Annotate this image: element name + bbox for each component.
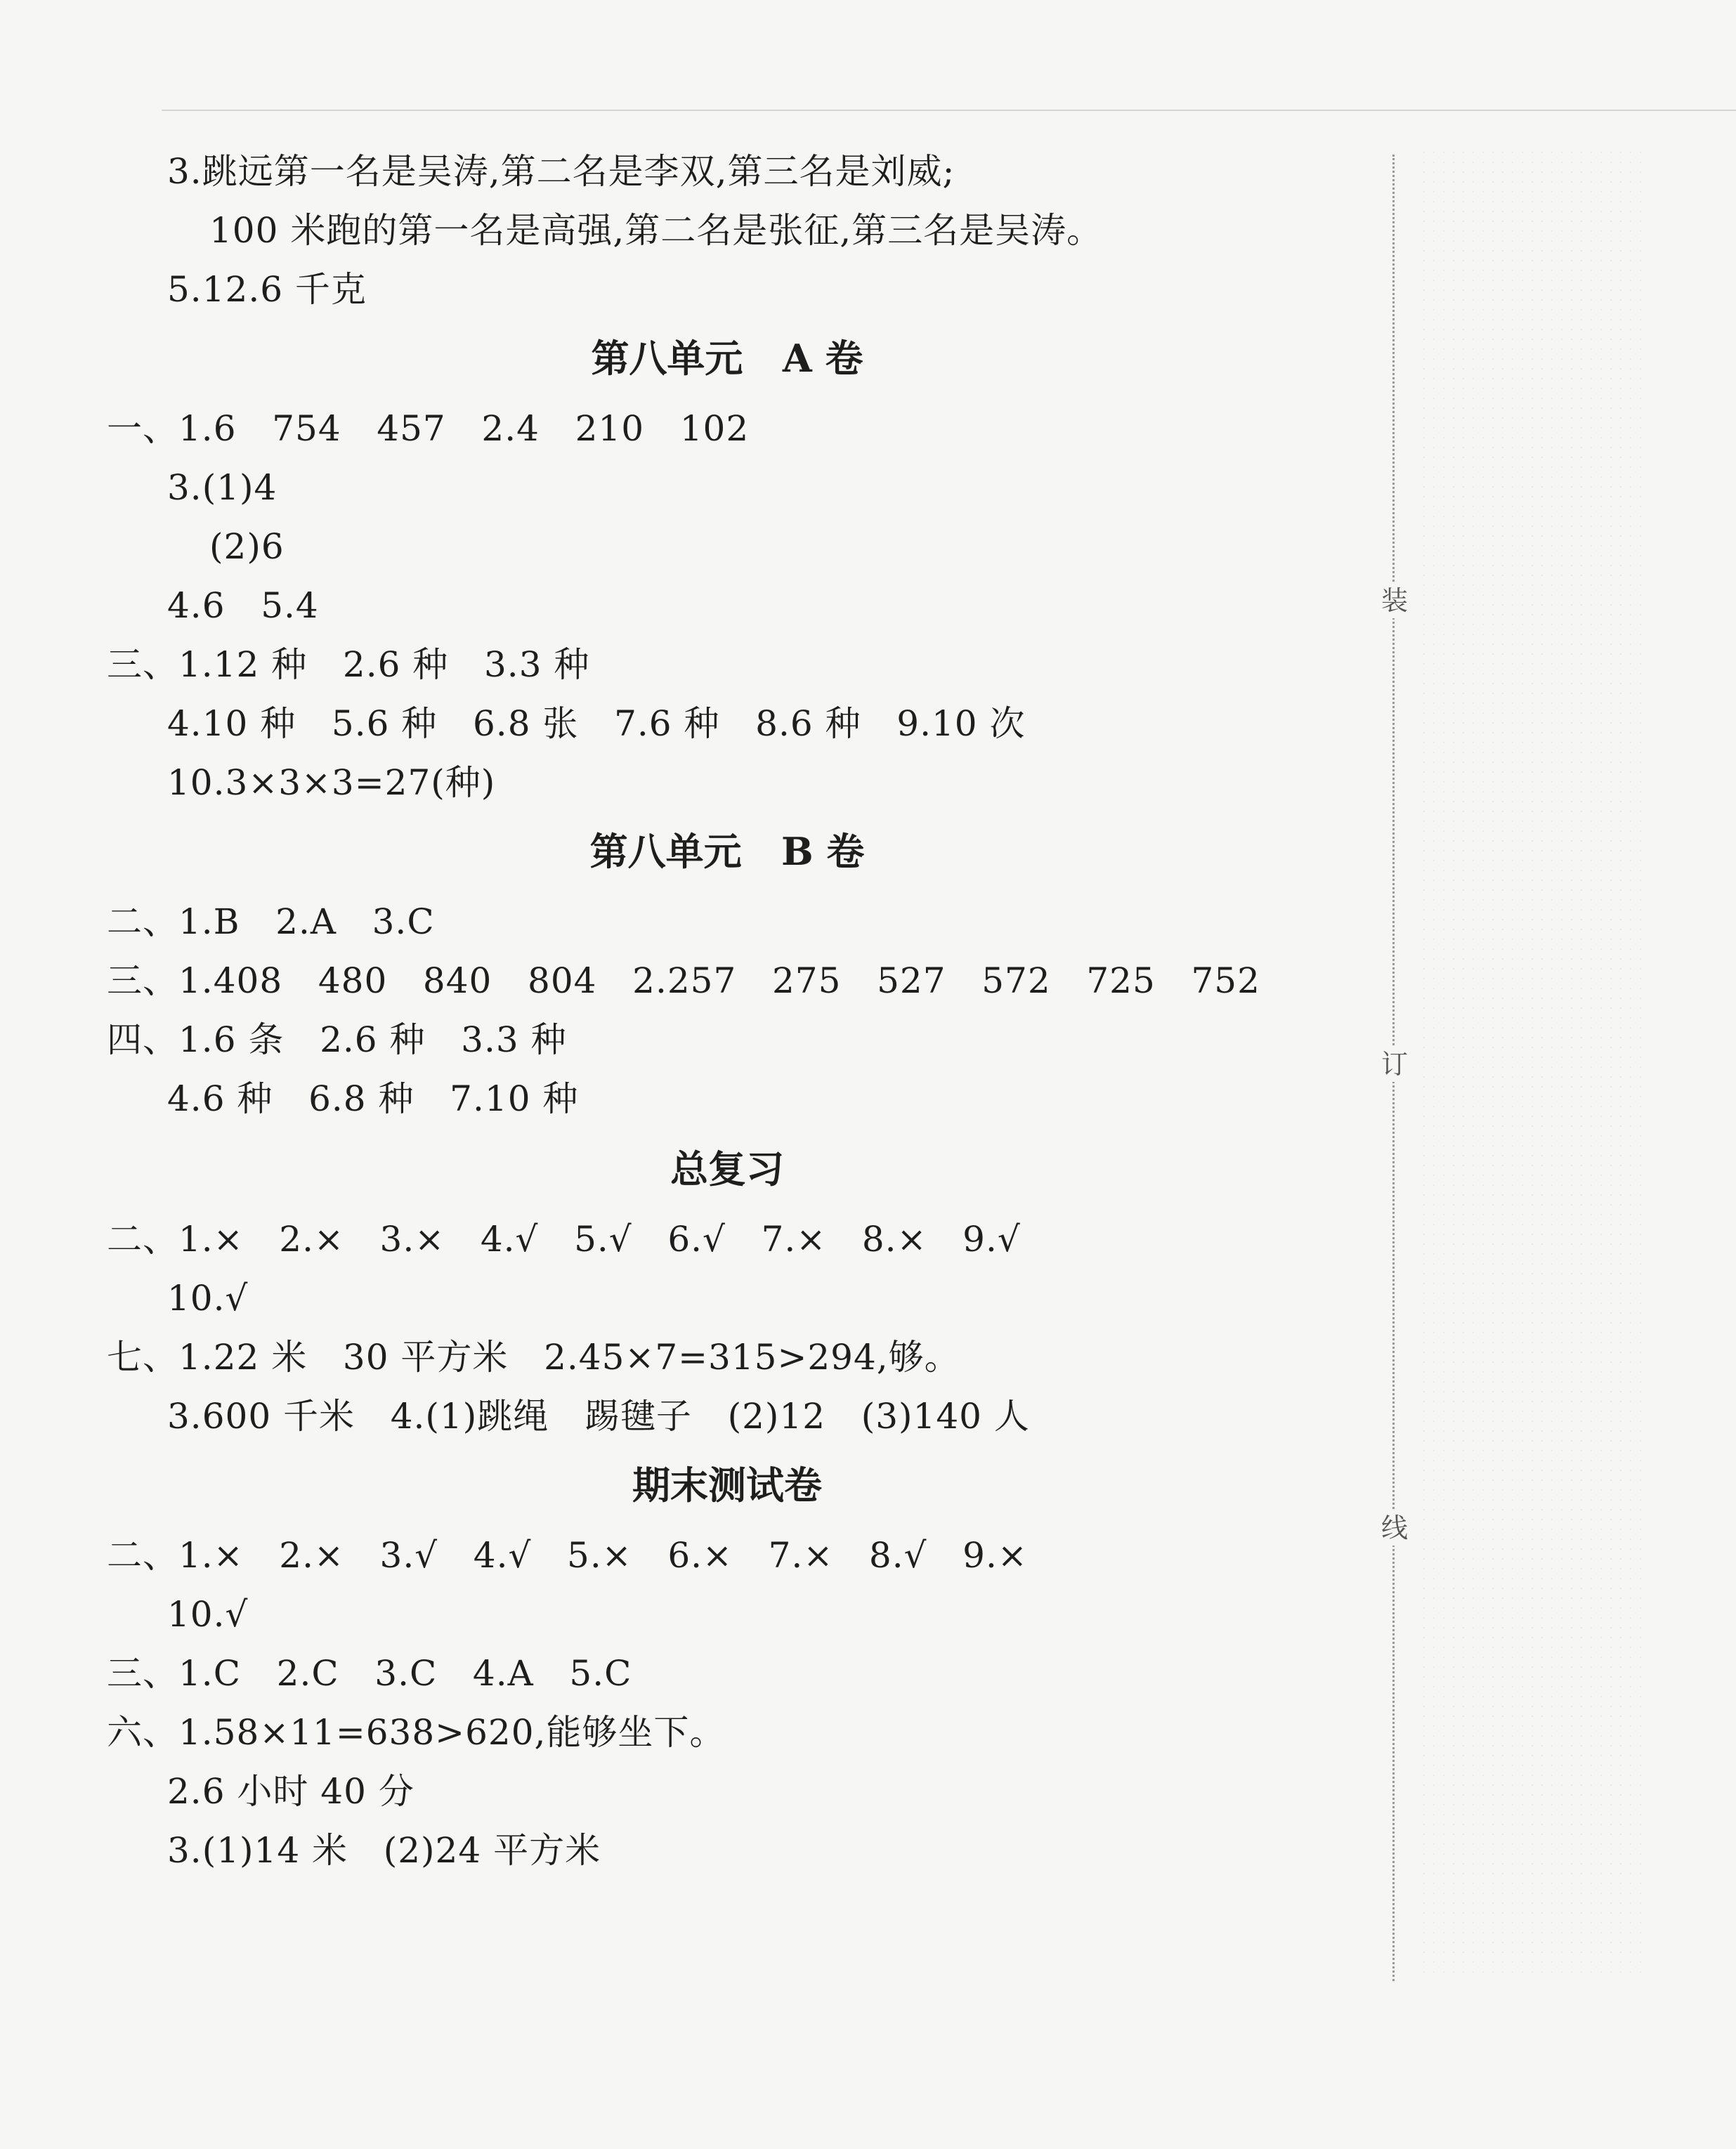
answer-line: 三、1.408 480 840 804 2.257 275 527 572 725 752 bbox=[107, 960, 1260, 1001]
answer-line: 七、1.22 米 30 平方米 2.45×7=315>294,够。 bbox=[107, 1337, 960, 1378]
answer-line: 10.3×3×3=27(种) bbox=[167, 762, 496, 803]
answer-line: 四、1.6 条 2.6 种 3.3 种 bbox=[107, 1019, 567, 1060]
margin-texture bbox=[1419, 148, 1644, 1974]
answer-line: 3.600 千米 4.(1)跳绳 踢毽子 (2)12 (3)140 人 bbox=[167, 1396, 1030, 1437]
section-heading-final-exam: 期末测试卷 bbox=[632, 1463, 822, 1508]
answer-line: 4.10 种 5.6 种 6.8 张 7.6 种 8.6 种 9.10 次 bbox=[167, 703, 1026, 744]
binding-label-zhuang: 装 bbox=[1377, 583, 1412, 618]
answer-line: 三、1.C 2.C 3.C 4.A 5.C bbox=[107, 1653, 632, 1694]
answer-line: 10.√ bbox=[167, 1594, 249, 1635]
answer-line: 5.12.6 千克 bbox=[167, 269, 367, 310]
section-heading-unit8-a: 第八单元 A 卷 bbox=[591, 336, 863, 381]
answer-line: 3.跳远第一名是吴涛,第二名是李双,第三名是刘威; bbox=[167, 151, 955, 192]
answer-line: 六、1.58×11=638>620,能够坐下。 bbox=[107, 1712, 726, 1753]
answer-line: 二、1.× 2.× 3.√ 4.√ 5.× 6.× 7.× 8.√ 9.× bbox=[107, 1535, 1028, 1576]
binding-label-xian: 线 bbox=[1377, 1510, 1412, 1546]
answer-line: (2)6 bbox=[209, 526, 285, 567]
answer-line: 三、1.12 种 2.6 种 3.3 种 bbox=[107, 644, 590, 685]
section-heading-review: 总复习 bbox=[670, 1147, 784, 1191]
answer-line: 二、1.× 2.× 3.× 4.√ 5.√ 6.√ 7.× 8.× 9.√ bbox=[107, 1219, 1021, 1260]
answer-line: 2.6 小时 40 分 bbox=[167, 1771, 415, 1812]
answer-line: 100 米跑的第一名是高强,第二名是张征,第三名是吴涛。 bbox=[209, 210, 1103, 251]
answer-line: 3.(1)14 米 (2)24 平方米 bbox=[167, 1830, 601, 1871]
answer-line: 4.6 种 6.8 种 7.10 种 bbox=[167, 1078, 579, 1119]
answer-line: 10.√ bbox=[167, 1278, 249, 1319]
answer-line: 4.6 5.4 bbox=[167, 585, 319, 626]
answer-line: 3.(1)4 bbox=[167, 467, 278, 508]
binding-label-ding: 订 bbox=[1377, 1047, 1412, 1082]
section-heading-unit8-b: 第八单元 B 卷 bbox=[589, 829, 865, 874]
answer-line: 一、1.6 754 457 2.4 210 102 bbox=[107, 408, 750, 449]
answer-line: 二、1.B 2.A 3.C bbox=[107, 901, 435, 942]
